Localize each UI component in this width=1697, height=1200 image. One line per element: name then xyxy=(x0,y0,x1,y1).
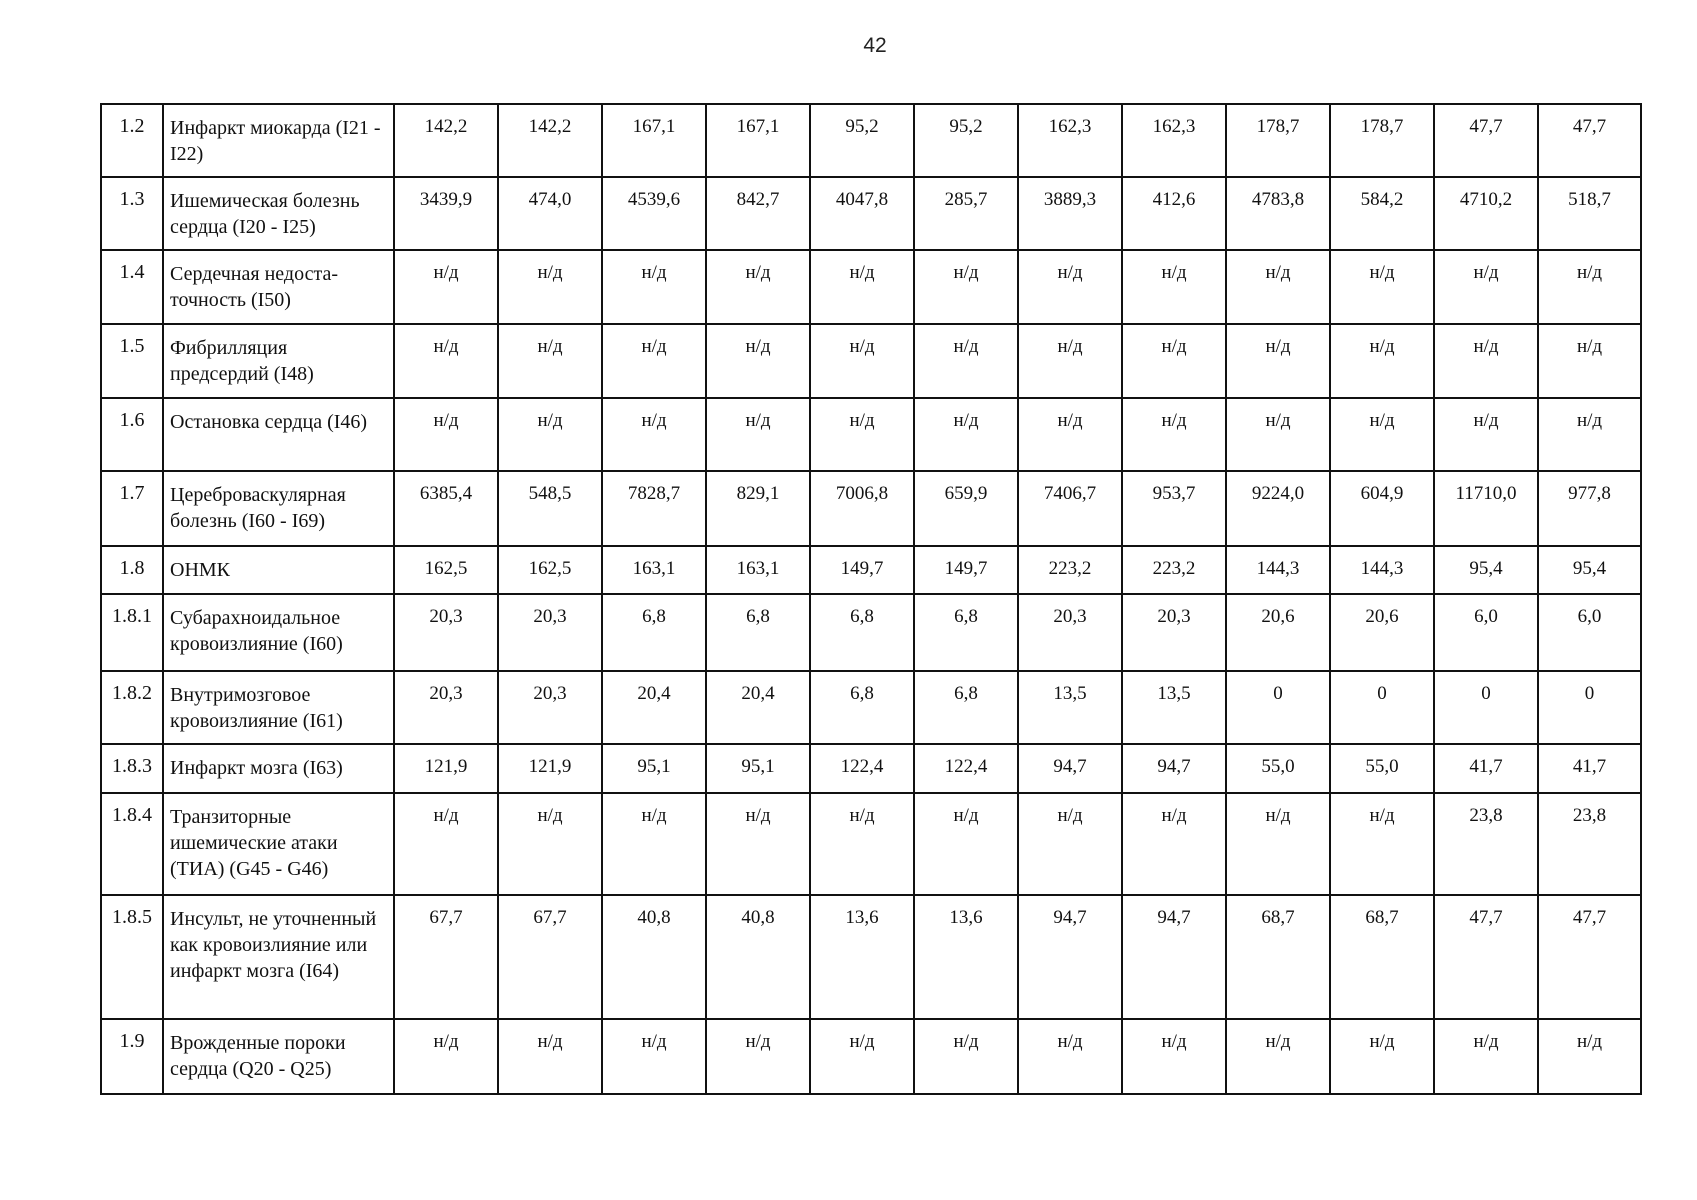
value-cell: н/д xyxy=(602,324,706,398)
value-cell: 285,7 xyxy=(914,177,1018,250)
value-cell: 47,7 xyxy=(1538,104,1641,177)
value-cell: н/д xyxy=(706,398,810,471)
value-cell: 41,7 xyxy=(1434,744,1538,793)
indicator-name: Ишемическая болезнь сердца (I20 - I25) xyxy=(163,177,394,250)
value-cell: 0 xyxy=(1434,671,1538,744)
value-cell: 3889,3 xyxy=(1018,177,1122,250)
value-cell: 122,4 xyxy=(810,744,914,793)
value-cell: н/д xyxy=(706,324,810,398)
value-cell: 95,2 xyxy=(914,104,1018,177)
value-cell: н/д xyxy=(1330,398,1434,471)
value-cell: 144,3 xyxy=(1226,546,1330,594)
value-cell: 548,5 xyxy=(498,471,602,546)
value-cell: н/д xyxy=(1122,1019,1226,1094)
value-cell: 20,3 xyxy=(1122,594,1226,671)
value-cell: н/д xyxy=(1018,250,1122,324)
value-cell: н/д xyxy=(1122,324,1226,398)
value-cell: 11710,0 xyxy=(1434,471,1538,546)
value-cell: 20,3 xyxy=(394,671,498,744)
value-cell: н/д xyxy=(810,398,914,471)
value-cell: 68,7 xyxy=(1330,895,1434,1019)
value-cell: н/д xyxy=(810,250,914,324)
value-cell: н/д xyxy=(1434,1019,1538,1094)
row-number: 1.6 xyxy=(101,398,163,471)
value-cell: н/д xyxy=(1018,324,1122,398)
value-cell: н/д xyxy=(394,250,498,324)
value-cell: 47,7 xyxy=(1434,895,1538,1019)
value-cell: н/д xyxy=(914,793,1018,895)
row-number: 1.8.1 xyxy=(101,594,163,671)
value-cell: 67,7 xyxy=(498,895,602,1019)
value-cell: 604,9 xyxy=(1330,471,1434,546)
value-cell: 144,3 xyxy=(1330,546,1434,594)
value-cell: н/д xyxy=(1122,793,1226,895)
table-body xyxy=(101,104,1641,1094)
value-cell: 20,6 xyxy=(1330,594,1434,671)
value-cell: 223,2 xyxy=(1122,546,1226,594)
value-cell: н/д xyxy=(1330,1019,1434,1094)
value-cell: 163,1 xyxy=(602,546,706,594)
value-cell: 67,7 xyxy=(394,895,498,1019)
table-row xyxy=(101,1019,1641,1094)
value-cell: н/д xyxy=(1018,398,1122,471)
value-cell: н/д xyxy=(1018,1019,1122,1094)
value-cell: н/д xyxy=(1434,398,1538,471)
value-cell: 149,7 xyxy=(914,546,1018,594)
value-cell: 0 xyxy=(1226,671,1330,744)
value-cell: 4783,8 xyxy=(1226,177,1330,250)
value-cell: н/д xyxy=(498,324,602,398)
value-cell: 474,0 xyxy=(498,177,602,250)
value-cell: 167,1 xyxy=(602,104,706,177)
value-cell: н/д xyxy=(498,250,602,324)
table-row xyxy=(101,177,1641,250)
value-cell: 94,7 xyxy=(1018,895,1122,1019)
value-cell: н/д xyxy=(1226,1019,1330,1094)
row-number: 1.4 xyxy=(101,250,163,324)
indicator-name: Внутримозговое кровоизлияние (I61) xyxy=(163,671,394,744)
indicator-name: Врожденные пороки сердца (Q20 - Q25) xyxy=(163,1019,394,1094)
value-cell: н/д xyxy=(1330,793,1434,895)
value-cell: 13,6 xyxy=(810,895,914,1019)
value-cell: н/д xyxy=(498,793,602,895)
table-row xyxy=(101,250,1641,324)
value-cell: н/д xyxy=(1538,250,1641,324)
value-cell: н/д xyxy=(914,324,1018,398)
value-cell: н/д xyxy=(1122,250,1226,324)
value-cell: 142,2 xyxy=(498,104,602,177)
value-cell: н/д xyxy=(1122,398,1226,471)
indicator-name: Транзиторные ишемические атаки (ТИА) (G45 - G46) xyxy=(163,793,394,895)
value-cell: н/д xyxy=(1330,250,1434,324)
value-cell: 7006,8 xyxy=(810,471,914,546)
value-cell: 121,9 xyxy=(394,744,498,793)
value-cell: н/д xyxy=(706,1019,810,1094)
value-cell: н/д xyxy=(1226,793,1330,895)
value-cell: 20,6 xyxy=(1226,594,1330,671)
value-cell: н/д xyxy=(914,1019,1018,1094)
value-cell: 95,4 xyxy=(1538,546,1641,594)
value-cell: 13,6 xyxy=(914,895,1018,1019)
page-number: 42 xyxy=(863,34,887,57)
value-cell: н/д xyxy=(1330,324,1434,398)
value-cell: н/д xyxy=(602,793,706,895)
value-cell: 23,8 xyxy=(1434,793,1538,895)
value-cell: 7828,7 xyxy=(602,471,706,546)
value-cell: н/д xyxy=(810,324,914,398)
value-cell: 20,3 xyxy=(498,594,602,671)
table-row xyxy=(101,671,1641,744)
table-row xyxy=(101,324,1641,398)
indicator-name: Сердечная недоста-точность (I50) xyxy=(163,250,394,324)
value-cell: н/д xyxy=(394,398,498,471)
value-cell: 7406,7 xyxy=(1018,471,1122,546)
table-row xyxy=(101,398,1641,471)
value-cell: 122,4 xyxy=(914,744,1018,793)
value-cell: 20,4 xyxy=(602,671,706,744)
row-number: 1.2 xyxy=(101,104,163,177)
value-cell: н/д xyxy=(706,793,810,895)
value-cell: 40,8 xyxy=(706,895,810,1019)
value-cell: н/д xyxy=(394,324,498,398)
table-row xyxy=(101,895,1641,1019)
value-cell: н/д xyxy=(1538,1019,1641,1094)
value-cell: 6,8 xyxy=(914,671,1018,744)
value-cell: 6,8 xyxy=(810,594,914,671)
indicator-name: Инфаркт мозга (I63) xyxy=(163,744,394,793)
value-cell: 518,7 xyxy=(1538,177,1641,250)
value-cell: 20,3 xyxy=(394,594,498,671)
value-cell: 3439,9 xyxy=(394,177,498,250)
row-number: 1.5 xyxy=(101,324,163,398)
value-cell: 6,8 xyxy=(810,671,914,744)
value-cell: н/д xyxy=(602,1019,706,1094)
value-cell: 41,7 xyxy=(1538,744,1641,793)
value-cell: 47,7 xyxy=(1538,895,1641,1019)
value-cell: н/д xyxy=(498,1019,602,1094)
row-number: 1.8 xyxy=(101,546,163,594)
table-row xyxy=(101,793,1641,895)
value-cell: 4710,2 xyxy=(1434,177,1538,250)
value-cell: 121,9 xyxy=(498,744,602,793)
indicator-name: Цереброваскулярная болезнь (I60 - I69) xyxy=(163,471,394,546)
value-cell: н/д xyxy=(394,1019,498,1094)
statistics-table-container xyxy=(100,103,1640,1095)
value-cell: 6,8 xyxy=(706,594,810,671)
table-row xyxy=(101,594,1641,671)
value-cell: 162,3 xyxy=(1018,104,1122,177)
value-cell: 0 xyxy=(1538,671,1641,744)
value-cell: н/д xyxy=(394,793,498,895)
value-cell: н/д xyxy=(706,250,810,324)
value-cell: 55,0 xyxy=(1226,744,1330,793)
indicator-name: Инсульт, не уточненный как кровоизлияние или инфаркт мозга (I64) xyxy=(163,895,394,1019)
value-cell: н/д xyxy=(914,398,1018,471)
value-cell: 142,2 xyxy=(394,104,498,177)
value-cell: 977,8 xyxy=(1538,471,1641,546)
value-cell: 829,1 xyxy=(706,471,810,546)
value-cell: 0 xyxy=(1330,671,1434,744)
indicator-name: Остановка сердца (I46) xyxy=(163,398,394,471)
value-cell: 842,7 xyxy=(706,177,810,250)
table-row xyxy=(101,104,1641,177)
value-cell: н/д xyxy=(810,793,914,895)
statistics-table xyxy=(100,103,1642,1095)
value-cell: 6,0 xyxy=(1538,594,1641,671)
value-cell: 178,7 xyxy=(1330,104,1434,177)
value-cell: 13,5 xyxy=(1122,671,1226,744)
value-cell: 13,5 xyxy=(1018,671,1122,744)
value-cell: 6,8 xyxy=(914,594,1018,671)
value-cell: н/д xyxy=(810,1019,914,1094)
value-cell: н/д xyxy=(602,250,706,324)
value-cell: 162,3 xyxy=(1122,104,1226,177)
value-cell: н/д xyxy=(914,250,1018,324)
value-cell: 6,8 xyxy=(602,594,706,671)
value-cell: 6385,4 xyxy=(394,471,498,546)
value-cell: 95,1 xyxy=(706,744,810,793)
indicator-name: Инфаркт миокарда (I21 - I22) xyxy=(163,104,394,177)
value-cell: 20,4 xyxy=(706,671,810,744)
value-cell: 95,4 xyxy=(1434,546,1538,594)
value-cell: 9224,0 xyxy=(1226,471,1330,546)
value-cell: 4539,6 xyxy=(602,177,706,250)
value-cell: 95,2 xyxy=(810,104,914,177)
value-cell: н/д xyxy=(1434,324,1538,398)
indicator-name: ОНМК xyxy=(163,546,394,594)
value-cell: 584,2 xyxy=(1330,177,1434,250)
table-row xyxy=(101,546,1641,594)
table-row xyxy=(101,744,1641,793)
value-cell: н/д xyxy=(602,398,706,471)
value-cell: н/д xyxy=(1226,398,1330,471)
value-cell: н/д xyxy=(1538,398,1641,471)
value-cell: 659,9 xyxy=(914,471,1018,546)
value-cell: н/д xyxy=(1226,324,1330,398)
value-cell: 953,7 xyxy=(1122,471,1226,546)
value-cell: 4047,8 xyxy=(810,177,914,250)
value-cell: 178,7 xyxy=(1226,104,1330,177)
value-cell: 20,3 xyxy=(1018,594,1122,671)
row-number: 1.7 xyxy=(101,471,163,546)
value-cell: 94,7 xyxy=(1122,895,1226,1019)
row-number: 1.8.4 xyxy=(101,793,163,895)
row-number: 1.9 xyxy=(101,1019,163,1094)
value-cell: н/д xyxy=(498,398,602,471)
indicator-name: Фибрилляция предсердий (I48) xyxy=(163,324,394,398)
value-cell: н/д xyxy=(1434,250,1538,324)
row-number: 1.8.3 xyxy=(101,744,163,793)
value-cell: н/д xyxy=(1538,324,1641,398)
value-cell: 163,1 xyxy=(706,546,810,594)
value-cell: 94,7 xyxy=(1018,744,1122,793)
value-cell: н/д xyxy=(1018,793,1122,895)
value-cell: 412,6 xyxy=(1122,177,1226,250)
value-cell: 162,5 xyxy=(394,546,498,594)
value-cell: 167,1 xyxy=(706,104,810,177)
value-cell: 162,5 xyxy=(498,546,602,594)
value-cell: 94,7 xyxy=(1122,744,1226,793)
value-cell: 47,7 xyxy=(1434,104,1538,177)
table-row xyxy=(101,471,1641,546)
value-cell: 68,7 xyxy=(1226,895,1330,1019)
indicator-name: Субарахноидальное кровоизлияние (I60) xyxy=(163,594,394,671)
value-cell: 149,7 xyxy=(810,546,914,594)
row-number: 1.8.2 xyxy=(101,671,163,744)
value-cell: 20,3 xyxy=(498,671,602,744)
value-cell: 6,0 xyxy=(1434,594,1538,671)
value-cell: 40,8 xyxy=(602,895,706,1019)
row-number: 1.8.5 xyxy=(101,895,163,1019)
value-cell: 55,0 xyxy=(1330,744,1434,793)
value-cell: н/д xyxy=(1226,250,1330,324)
value-cell: 23,8 xyxy=(1538,793,1641,895)
value-cell: 95,1 xyxy=(602,744,706,793)
value-cell: 223,2 xyxy=(1018,546,1122,594)
row-number: 1.3 xyxy=(101,177,163,250)
